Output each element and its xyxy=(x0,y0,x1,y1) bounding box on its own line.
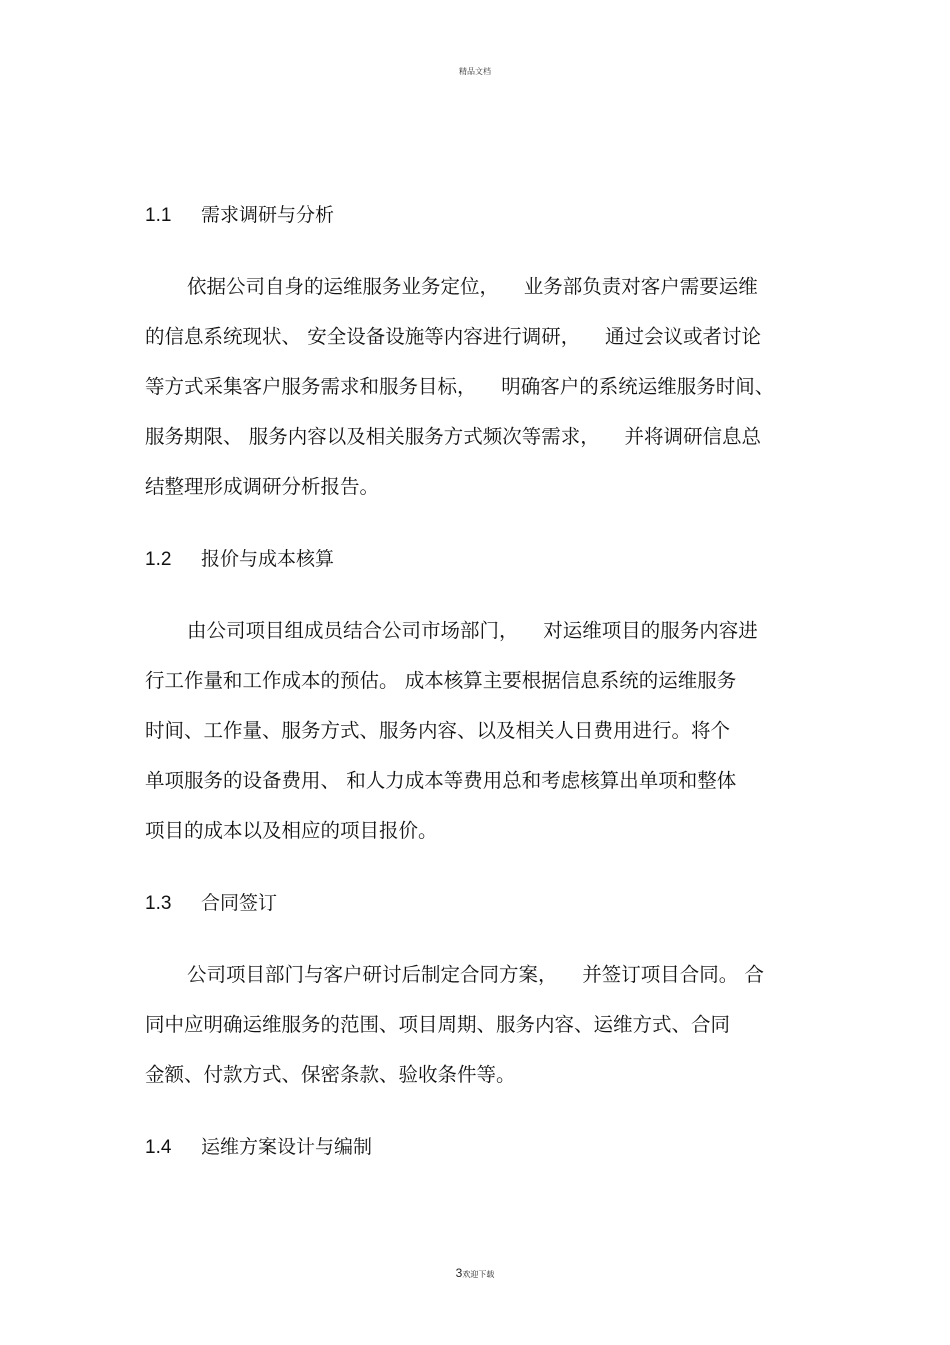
section-title: 需求调研与分析 xyxy=(201,204,335,226)
section-title: 报价与成本核算 xyxy=(201,548,335,570)
section-number: 1.4 xyxy=(145,1137,172,1158)
paragraph-line: 单项服务的设备费用、 和人力成本等费用总和考虑核算出单项和整体 xyxy=(145,769,737,792)
paragraph-line: 公司项目部门与客户研讨后制定合同方案， 并签订项目合同。 合 xyxy=(187,963,764,986)
paragraph-line: 由公司项目组成员结合公司市场部门， 对运维项目的服务内容进 xyxy=(187,619,758,642)
paragraph-line: 金额、付款方式、保密条款、验收条件等。 xyxy=(145,1063,516,1086)
paragraph-line: 行工作量和工作成本的预估。 成本核算主要根据信息系统的运维服务 xyxy=(145,669,737,692)
footer-text: 欢迎下载 xyxy=(462,1270,495,1279)
section-number: 1.2 xyxy=(145,549,172,570)
paragraph-line: 的信息系统现状、 安全设备设施等内容进行调研， 通过会议或者讨论 xyxy=(145,325,761,348)
paragraph-line: 等方式采集客户服务需求和服务目标， 明确客户的系统运维服务时间、 xyxy=(145,375,775,398)
section-heading-1-2 xyxy=(145,547,334,572)
section-title: 运维方案设计与编制 xyxy=(201,1136,373,1158)
paragraph-line: 依据公司自身的运维服务业务定位， 业务部负责对客户需要运维 xyxy=(187,275,758,298)
paragraph-line: 项目的成本以及相应的项目报价。 xyxy=(145,819,438,842)
section-title: 合同签订 xyxy=(201,892,278,914)
paragraph-line: 服务期限、 服务内容以及相关服务方式频次等需求， 并将调研信息总 xyxy=(145,425,761,448)
section-heading-1-1 xyxy=(145,203,334,228)
paragraph-line: 同中应明确运维服务的范围、项目周期、服务内容、运维方式、合同 xyxy=(145,1013,731,1036)
section-heading-1-3 xyxy=(145,891,277,916)
paragraph-line: 时间、工作量、服务方式、服务内容、以及相关人日费用进行。将个 xyxy=(145,719,731,742)
section-number: 1.3 xyxy=(145,893,172,914)
page-header-label: 精品文档 xyxy=(459,67,491,76)
section-heading-1-4 xyxy=(145,1135,372,1160)
section-number: 1.1 xyxy=(145,205,172,226)
paragraph-line: 结整理形成调研分析报告。 xyxy=(145,475,380,498)
page-footer xyxy=(0,1262,950,1281)
page-number: 3 xyxy=(455,1266,463,1280)
